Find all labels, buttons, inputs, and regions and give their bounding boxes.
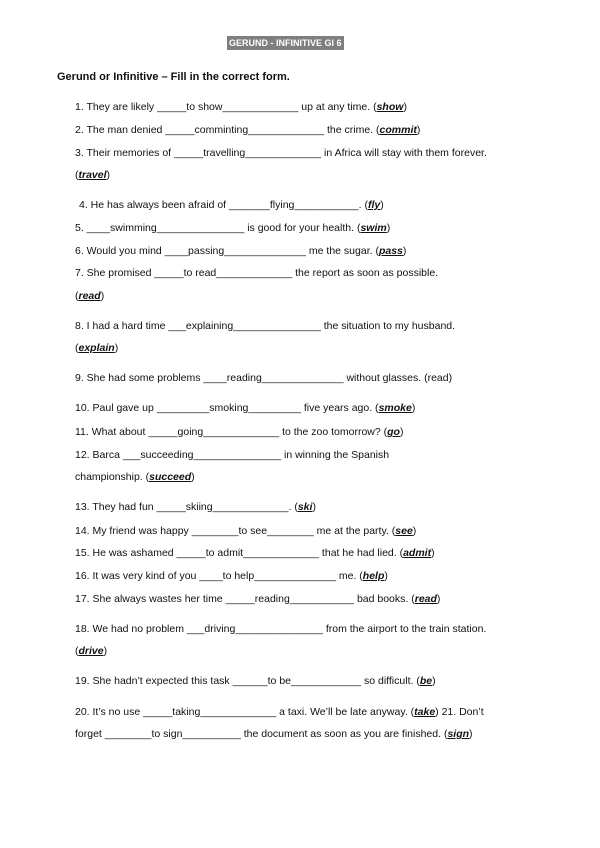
exercise-text: 4. He has always been afraid of _______flying___________. (	[79, 199, 368, 211]
exercise-text-end: )	[469, 728, 473, 740]
exercise-line	[75, 320, 455, 333]
exercise-text-end: )	[436, 593, 441, 605]
exercise-line	[75, 402, 415, 415]
exercise-line	[79, 199, 384, 212]
verb-hint: help	[362, 570, 385, 582]
exercise-line	[75, 471, 195, 484]
exercise-text: 16. It was very kind of you ____to help______________ me. (	[75, 570, 363, 582]
exercise-text-end: )	[399, 426, 404, 438]
verb-hint: go	[387, 426, 400, 438]
exercise-text-end: )	[411, 402, 416, 414]
exercise-text-end: )	[312, 501, 316, 513]
exercise-line	[75, 147, 487, 160]
exercise-line	[75, 169, 110, 182]
exercise-text-end: )	[402, 245, 407, 257]
exercise-text: 17. She always wastes her time _____reading___________ bad books. (	[75, 593, 415, 605]
verb-hint: see	[395, 525, 413, 537]
exercise-text: 6. Would you mind ____passing______________ me the sugar. (	[75, 245, 379, 257]
exercise-text: 1. They are likely _____to show_____________ up at any time. (	[75, 101, 377, 113]
verb-hint: fly	[367, 199, 381, 211]
verb-hint: admit	[403, 547, 432, 559]
verb-hint: travel	[78, 169, 107, 181]
exercise-line	[75, 372, 452, 385]
exercise-text: 8. I had a hard time ___explaining_______________ the situation to my husband.	[75, 320, 456, 332]
exercise-text-end: )	[386, 222, 391, 234]
exercise-text: 9. She had some problems ____reading______________ without glasses. (read)	[75, 372, 453, 384]
exercise-text: 19. She hadn’t expected this task ______to be____________ so difficult. (	[75, 675, 420, 687]
worksheet-title: GERUND - INFINITIVE GI 6	[229, 38, 342, 48]
exercise-text-end: ) 21. Don’t	[435, 706, 484, 718]
verb-hint: explain	[78, 342, 115, 354]
exercise-line	[75, 547, 435, 560]
exercise-text: 3. Their memories of _____travelling_____________ in Africa will stay with them forever.	[75, 147, 487, 159]
exercise-line	[75, 290, 104, 303]
exercise-text-end: )	[191, 471, 195, 483]
verb-hint: swim	[360, 222, 387, 234]
verb-hint: ski	[297, 501, 313, 513]
exercise-line	[75, 449, 389, 462]
exercise-line	[75, 570, 388, 583]
verb-hint: read	[414, 593, 437, 605]
exercise-line	[75, 675, 436, 688]
verb-hint: read	[78, 290, 101, 302]
exercise-line	[75, 728, 473, 741]
exercise-text: (	[75, 645, 79, 657]
exercise-text: 5. ____swimming_______________ is good for your health. (	[75, 222, 361, 234]
exercise-line	[75, 267, 438, 280]
exercise-text-end: )	[431, 547, 435, 559]
exercise-line	[75, 124, 420, 137]
verb-hint: pass	[378, 245, 403, 257]
verb-hint: succeed	[149, 471, 192, 483]
exercise-text: championship. (	[75, 471, 150, 483]
verb-hint: take	[414, 706, 436, 718]
exercise-text-end: )	[416, 124, 421, 136]
exercise-text: 10. Paul gave up _________smoking_________ five years ago. (	[75, 402, 379, 414]
verb-hint: smoke	[378, 402, 412, 414]
instruction-heading: Gerund or Infinitive – Fill in the correct form.	[57, 71, 290, 83]
exercise-text-end: )	[412, 525, 417, 537]
exercise-text: 14. My friend was happy ________to see________ me at the party. (	[75, 525, 396, 537]
exercise-line	[75, 101, 407, 114]
exercise-line	[75, 593, 440, 606]
exercise-text: 18. We had no problem ___driving_______________ from the airport to the train station.	[75, 623, 487, 635]
exercise-text-end: )	[380, 199, 384, 211]
exercise-text: 7. She promised _____to read_____________ the report as soon as possible.	[75, 267, 439, 279]
exercise-text: 20. It’s no use _____taking_____________ a taxi. We’ll be late anyway. (	[75, 706, 415, 718]
exercise-line	[75, 426, 403, 439]
exercise-text-end: )	[114, 342, 119, 354]
verb-hint: drive	[78, 645, 104, 657]
exercise-text: 13. They had fun _____skiing_____________. (	[75, 501, 298, 513]
exercise-line	[75, 525, 416, 538]
exercise-line	[75, 342, 118, 355]
exercise-text: 12. Barca ___succeeding_______________ in winning the Spanish	[75, 449, 390, 461]
exercise-text: (	[75, 169, 79, 181]
exercise-line	[75, 222, 390, 235]
exercise-text-end: )	[432, 675, 436, 687]
exercise-line	[75, 623, 486, 636]
exercise-text-end: )	[106, 169, 111, 181]
verb-hint: sign	[447, 728, 470, 740]
exercise-text: 11. What about _____going_____________ to the zoo tomorrow? (	[75, 426, 388, 438]
exercise-text: (	[75, 290, 79, 302]
exercise-text-end: )	[384, 570, 388, 582]
exercise-text-end: )	[103, 645, 108, 657]
exercise-text: forget ________to sign__________ the document as soon as you are finished. (	[75, 728, 448, 740]
verb-hint: be	[419, 675, 433, 687]
exercise-text: (	[75, 342, 79, 354]
exercise-line	[75, 501, 316, 514]
verb-hint: commit	[379, 124, 417, 136]
exercise-line	[75, 706, 484, 719]
exercise-line	[75, 645, 107, 658]
exercise-text-end: )	[403, 101, 407, 113]
exercise-text-end: )	[100, 290, 105, 302]
exercise-text: 2. The man denied _____comminting_____________ the crime. (	[75, 124, 380, 136]
exercise-text: 15. He was ashamed _____to admit_____________ that he had lied. (	[75, 547, 404, 559]
verb-hint: show	[376, 101, 404, 113]
exercise-line	[75, 245, 406, 258]
